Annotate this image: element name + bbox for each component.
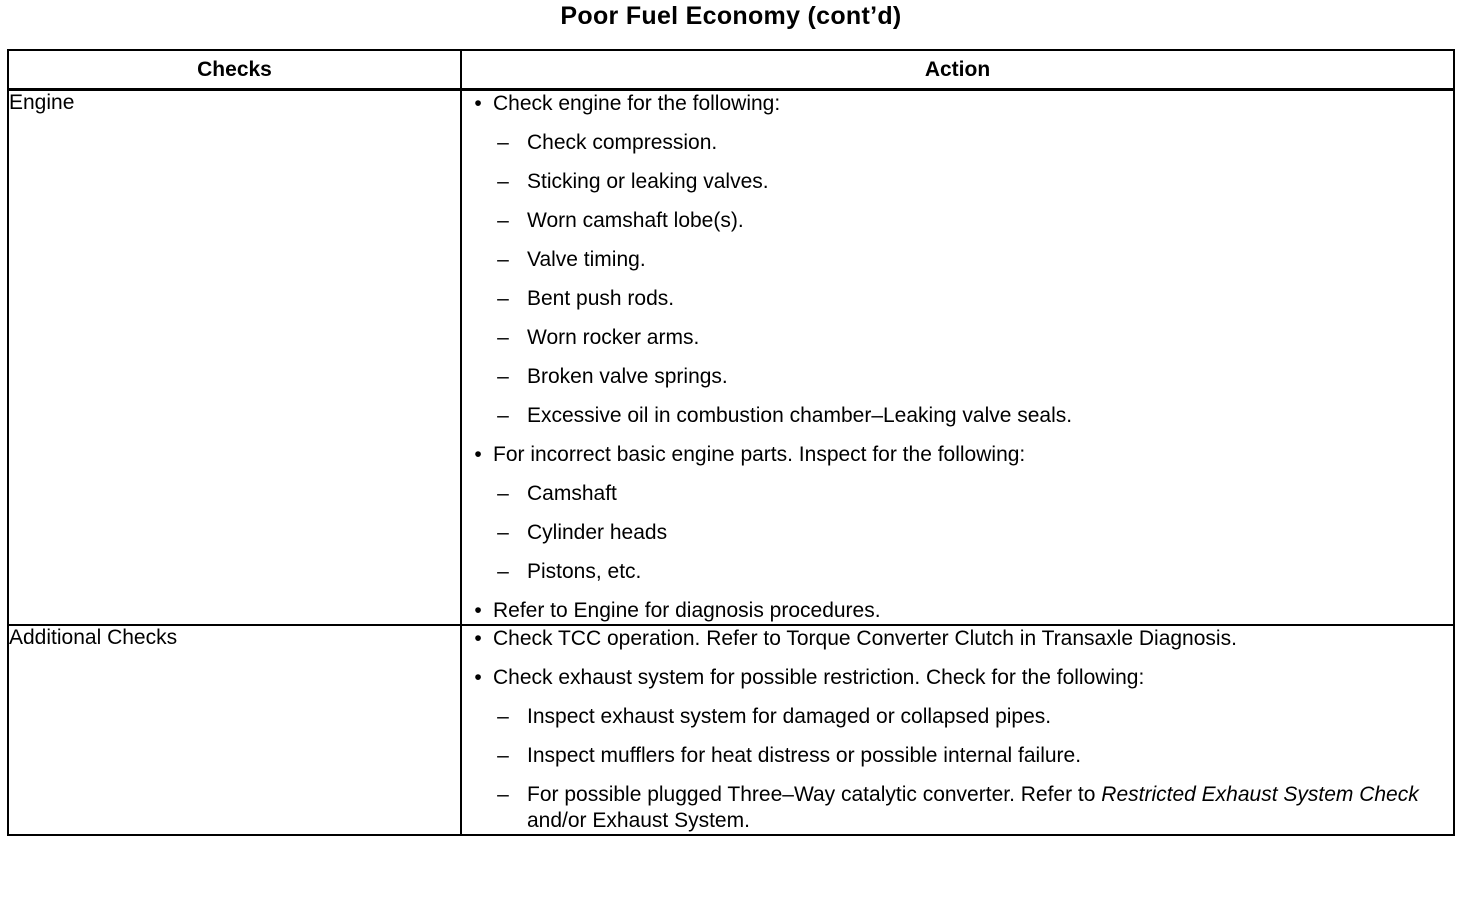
item-text: Check exhaust system for possible restriction. Check for the following:: [493, 666, 1145, 689]
action-cell: [461, 90, 1454, 626]
dash-mark: –: [497, 783, 509, 806]
table-row: [8, 625, 1454, 835]
dash-mark: –: [497, 209, 509, 232]
bullet-item: [462, 626, 1453, 652]
sub-item: [462, 169, 1453, 195]
dash-mark: –: [497, 560, 509, 583]
dash-mark: –: [497, 521, 509, 544]
dash-mark: –: [497, 365, 509, 388]
table-header-row: [8, 50, 1454, 90]
dash-mark: –: [497, 404, 509, 427]
bullet-mark: •: [474, 92, 482, 115]
item-text: Inspect mufflers for heat distress or possible internal failure.: [527, 744, 1082, 767]
check-cell: Engine: [8, 90, 461, 626]
dash-mark: –: [497, 287, 509, 310]
item-text: Check TCC operation. Refer to Torque Converter Clutch in Transaxle Diagnosis.: [493, 627, 1237, 650]
dash-mark: –: [497, 326, 509, 349]
check-cell: Additional Checks: [8, 625, 461, 835]
diagnosis-table: [7, 49, 1455, 836]
sub-item: [462, 364, 1453, 390]
table-body: [8, 90, 1454, 836]
sub-item: [462, 743, 1453, 769]
item-text: Excessive oil in combustion chamber–Leaking valve seals.: [527, 404, 1073, 427]
sub-item: [462, 247, 1453, 273]
sub-item: [462, 403, 1453, 429]
bullet-mark: •: [474, 627, 482, 650]
bullet-item: [462, 665, 1453, 691]
reference-link-text: Restricted Exhaust System Check: [1101, 783, 1419, 806]
item-text: Bent push rods.: [527, 287, 675, 310]
item-text: Valve timing.: [527, 248, 646, 271]
item-text: Inspect exhaust system for damaged or collapsed pipes.: [527, 705, 1052, 728]
item-text: Check engine for the following:: [493, 92, 781, 115]
item-text: Worn rocker arms.: [527, 326, 700, 349]
item-text: Check compression.: [527, 131, 718, 154]
bullet-mark: •: [474, 599, 482, 622]
column-header-checks: Checks: [8, 50, 461, 90]
item-text: Camshaft: [527, 482, 617, 505]
sub-item: [462, 286, 1453, 312]
dash-mark: –: [497, 744, 509, 767]
item-text: Cylinder heads: [527, 521, 668, 544]
item-text: Refer to Engine for diagnosis procedures.: [493, 599, 881, 622]
sub-item: [462, 782, 1453, 834]
bullet-item: [462, 442, 1453, 468]
dash-mark: –: [497, 705, 509, 728]
dash-mark: –: [497, 131, 509, 154]
page-title: Poor Fuel Economy (cont’d): [560, 2, 902, 30]
bullet-mark: •: [474, 443, 482, 466]
column-header-action: Action: [461, 50, 1454, 90]
dash-mark: –: [497, 248, 509, 271]
item-text: Broken valve springs.: [527, 365, 728, 388]
item-text: For possible plugged Three–Way catalytic converter. Refer to: [527, 783, 1102, 806]
sub-item: [462, 325, 1453, 351]
bullet-item: [462, 598, 1453, 624]
sub-item: [462, 208, 1453, 234]
sub-item: [462, 559, 1453, 585]
item-text: Pistons, etc.: [527, 560, 642, 583]
bullet-item: [462, 91, 1453, 117]
item-text: and/or Exhaust System.: [527, 809, 750, 832]
item-text: Sticking or leaking valves.: [527, 170, 769, 193]
item-text: For incorrect basic engine parts. Inspect for the following:: [493, 443, 1026, 466]
sub-item: [462, 481, 1453, 507]
sub-item: [462, 704, 1453, 730]
bullet-mark: •: [474, 666, 482, 689]
action-cell: [461, 625, 1454, 835]
dash-mark: –: [497, 482, 509, 505]
table-row: [8, 90, 1454, 626]
item-text: Worn camshaft lobe(s).: [527, 209, 744, 232]
sub-item: [462, 130, 1453, 156]
sub-item: [462, 520, 1453, 546]
dash-mark: –: [497, 170, 509, 193]
